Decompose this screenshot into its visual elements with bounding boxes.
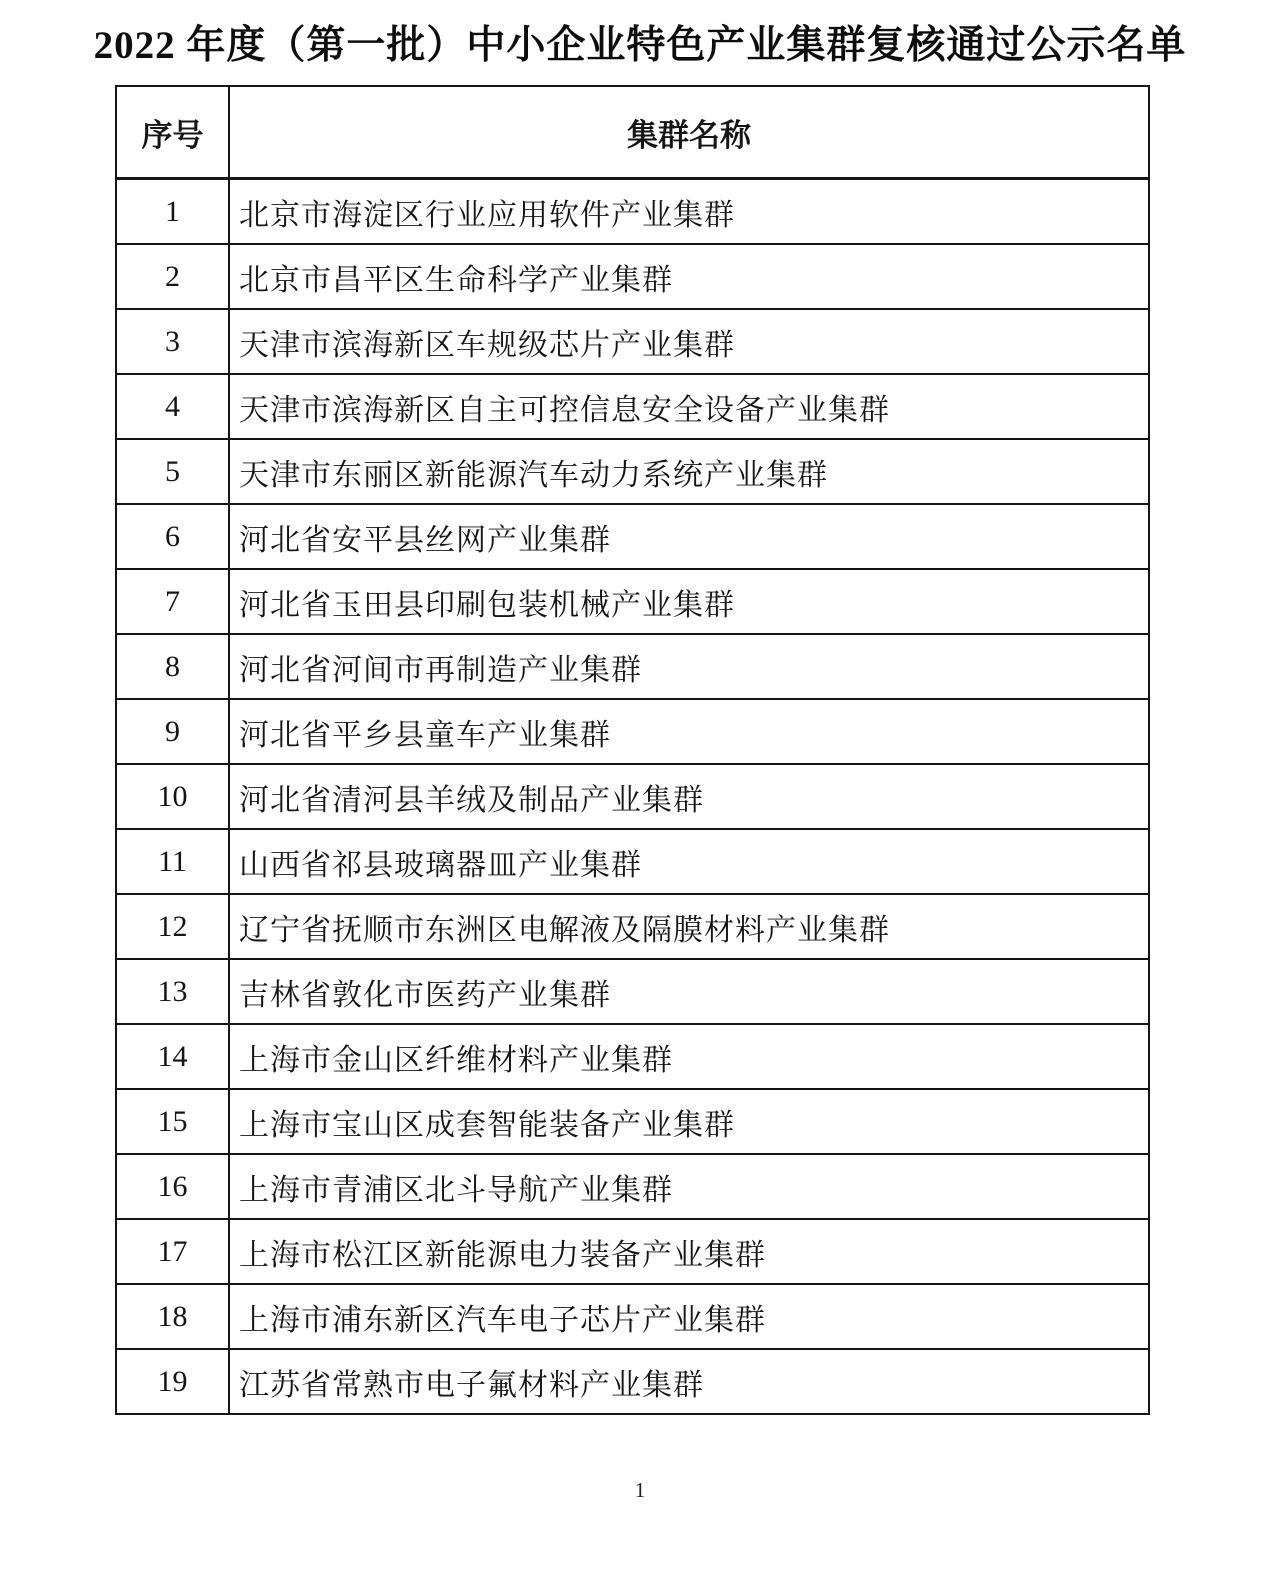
cluster-name: 上海市青浦区北斗导航产业集群: [229, 1154, 1149, 1219]
row-number: 6: [116, 504, 229, 569]
row-number: 11: [116, 829, 229, 894]
cluster-name: 上海市金山区纤维材料产业集群: [229, 1024, 1149, 1089]
table-header-row: [116, 86, 1149, 179]
table-row: [116, 569, 1149, 634]
row-number: 4: [116, 374, 229, 439]
cluster-name: 河北省河间市再制造产业集群: [229, 634, 1149, 699]
cluster-name: 上海市浦东新区汽车电子芯片产业集群: [229, 1284, 1149, 1349]
cluster-name: 上海市松江区新能源电力装备产业集群: [229, 1219, 1149, 1284]
table-row: [116, 959, 1149, 1024]
cluster-name: 河北省清河县羊绒及制品产业集群: [229, 764, 1149, 829]
cluster-name: 天津市东丽区新能源汽车动力系统产业集群: [229, 439, 1149, 504]
table-row: [116, 244, 1149, 309]
column-header-name: 集群名称: [229, 86, 1149, 179]
row-number: 16: [116, 1154, 229, 1219]
cluster-name: 辽宁省抚顺市东洲区电解液及隔膜材料产业集群: [229, 894, 1149, 959]
table-row: [116, 829, 1149, 894]
table-row: [116, 764, 1149, 829]
row-number: 3: [116, 309, 229, 374]
row-number: 5: [116, 439, 229, 504]
table-row: [116, 1349, 1149, 1414]
table-row: [116, 1284, 1149, 1349]
table-row: [116, 1024, 1149, 1089]
row-number: 8: [116, 634, 229, 699]
cluster-name: 河北省平乡县童车产业集群: [229, 699, 1149, 764]
cluster-name: 天津市滨海新区车规级芯片产业集群: [229, 309, 1149, 374]
cluster-name: 河北省安平县丝网产业集群: [229, 504, 1149, 569]
table-row: [116, 309, 1149, 374]
page-title: 2022 年度（第一批）中小企业特色产业集群复核通过公示名单: [93, 24, 1187, 67]
row-number: 15: [116, 1089, 229, 1154]
row-number: 17: [116, 1219, 229, 1284]
table-row: [116, 1219, 1149, 1284]
cluster-name: 河北省玉田县印刷包装机械产业集群: [229, 569, 1149, 634]
page-number: 1: [634, 1478, 646, 1502]
cluster-name: 上海市宝山区成套智能装备产业集群: [229, 1089, 1149, 1154]
row-number: 1: [116, 179, 229, 245]
row-number: 9: [116, 699, 229, 764]
cluster-table: [115, 85, 1150, 1415]
cluster-name: 山西省祁县玻璃器皿产业集群: [229, 829, 1149, 894]
cluster-name: 江苏省常熟市电子氟材料产业集群: [229, 1349, 1149, 1414]
row-number: 7: [116, 569, 229, 634]
table-row: [116, 504, 1149, 569]
row-number: 12: [116, 894, 229, 959]
table-row: [116, 439, 1149, 504]
table-row: [116, 179, 1149, 245]
table-row: [116, 699, 1149, 764]
table-row: [116, 374, 1149, 439]
row-number: 19: [116, 1349, 229, 1414]
cluster-name: 北京市海淀区行业应用软件产业集群: [229, 179, 1149, 245]
table-row: [116, 894, 1149, 959]
table-row: [116, 1089, 1149, 1154]
cluster-name: 吉林省敦化市医药产业集群: [229, 959, 1149, 1024]
table-row: [116, 1154, 1149, 1219]
row-number: 10: [116, 764, 229, 829]
row-number: 2: [116, 244, 229, 309]
row-number: 14: [116, 1024, 229, 1089]
table-row: [116, 634, 1149, 699]
cluster-name: 天津市滨海新区自主可控信息安全设备产业集群: [229, 374, 1149, 439]
cluster-name: 北京市昌平区生命科学产业集群: [229, 244, 1149, 309]
row-number: 18: [116, 1284, 229, 1349]
column-header-no: 序号: [116, 86, 229, 179]
row-number: 13: [116, 959, 229, 1024]
